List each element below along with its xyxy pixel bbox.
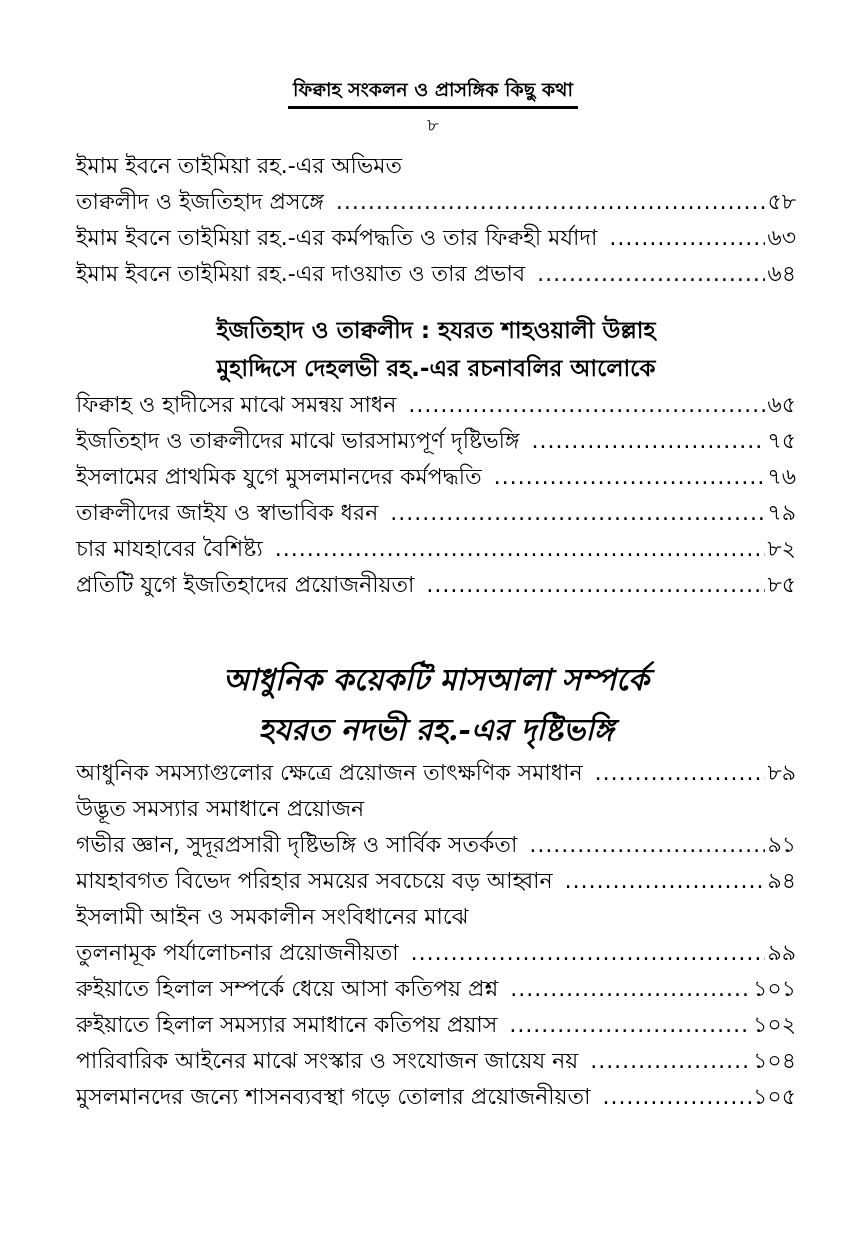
toc-entry-page: ১০৪	[753, 1049, 796, 1074]
toc-entry-title: প্রতিটি যুগে ইজতিহাদের প্রয়োজনীয়তা	[76, 573, 415, 598]
toc-entry[interactable]	[76, 828, 796, 864]
toc-entry[interactable]	[76, 388, 796, 424]
toc-entry[interactable]	[76, 864, 796, 900]
toc-entry[interactable]	[76, 1080, 796, 1116]
dot-leader	[529, 828, 765, 864]
toc-entry-page: ৫৮	[767, 190, 796, 215]
toc-entry-page: ৮৫	[767, 573, 796, 598]
page-number: ৮	[427, 115, 439, 136]
toc-entry-title: ইমাম ইবনে তাইমিয়া রহ.-এর কর্মপদ্ধতি ও তার ফিক্বহী মর্যাদা	[76, 226, 598, 251]
toc-entry-page: ১০১	[753, 977, 796, 1002]
toc-entry-title: আধুনিক সমস্যাগুলোর ক্ষেত্রে প্রয়োজন তাৎক্ষণিক সমাধান	[76, 761, 583, 786]
toc-entry-page: ৬৫	[767, 393, 796, 418]
toc-entry-page: ৯১	[767, 833, 796, 858]
dot-leader	[411, 936, 766, 972]
header-rule	[288, 106, 578, 109]
toc-entry[interactable]	[76, 257, 796, 293]
toc-entry-title: তুলনামূক পর্যালোচনার প্রয়োজনীয়তা	[76, 941, 399, 966]
section-title-line: হযরত নদভী রহ.-এর দৃষ্টিভঙ্গি	[258, 713, 614, 748]
dot-leader	[531, 424, 765, 460]
toc-entry[interactable]	[76, 936, 796, 972]
toc-entry-title: মাযহাবগত বিভেদ পরিহার সময়ের সবচেয়ে বড় আহ্বান	[76, 869, 553, 894]
toc-entry-title: পারিবারিক আইনের মাঝে সংস্কার ও সংযোজন জায়েয নয়	[76, 1049, 579, 1074]
toc-entry-title: মুসলমানদের জন্যে শাসনব্যবস্থা গড়ে তোলার প্রয়োজনীয়তা	[76, 1085, 591, 1110]
dot-leader	[408, 388, 765, 424]
toc-entry-page: ৭৬	[767, 465, 796, 490]
dot-leader	[426, 568, 765, 604]
toc-entry-title: ইসলামের প্রাথমিক যুগে মুসলমানদের কর্মপদ্ধতি	[76, 465, 482, 490]
dot-leader	[602, 1080, 751, 1116]
toc-group-ibn-taymiyya	[76, 149, 796, 293]
toc-entry-title: তাক্বলীদের জাইয ও স্বাভাবিক ধরন	[76, 501, 379, 526]
toc-entry[interactable]	[76, 1008, 796, 1044]
dot-leader	[609, 221, 765, 257]
toc-section-ijtihad	[76, 312, 796, 604]
toc-entry[interactable]	[76, 221, 796, 257]
section-title-line: ইজতিহাদ ও তাক্বলীদ : হযরত শাহওয়ালী উল্লাহ	[216, 318, 656, 344]
toc-entry-title: ফিক্বাহ ও হাদীসের মাঝে সমন্বয় সাধন	[76, 393, 397, 418]
dot-leader	[595, 756, 766, 792]
toc-entry-page: ৮২	[767, 537, 796, 562]
toc-section-nadwi	[76, 656, 796, 1116]
toc-entry[interactable]	[76, 756, 796, 792]
toc-entry-page: ৭৫	[767, 429, 796, 454]
dot-leader	[336, 185, 766, 221]
toc-entry[interactable]	[76, 460, 796, 496]
toc-entry-title: রুইয়াতে হিলাল সমস্যার সমাধানে কতিপয় প্রয়াস	[76, 1013, 498, 1038]
dot-leader	[509, 1008, 751, 1044]
toc-entry-title: ইমাম ইবনে তাইমিয়া রহ.-এর দাওয়াত ও তার প্রভাব	[76, 262, 526, 287]
dot-leader	[510, 972, 751, 1008]
toc-entry[interactable]	[76, 185, 796, 221]
toc-entry-title: ইজতিহাদ ও তাক্বলীদের মাঝে ভারসাম্যপূর্ণ দৃষ্টিভঙ্গি	[76, 429, 520, 454]
toc-entry-page: ৮৯	[767, 761, 796, 786]
toc-entry-page: ৬৪	[767, 262, 796, 287]
dot-leader	[590, 1044, 751, 1080]
toc-entry-page: ৬৩	[767, 226, 796, 251]
toc-intro-line: ইমাম ইবনে তাইমিয়া রহ.-এর অভিমত	[76, 154, 402, 179]
dot-leader	[390, 496, 765, 532]
toc-entry-page: ৭৯	[767, 501, 796, 526]
toc-entry-title: চার মাযহাবের বৈশিষ্ট্য	[76, 537, 263, 562]
section-title-line: আধুনিক কয়েকটি মাসআলা সম্পর্কে	[222, 663, 650, 698]
toc-intro-line: উদ্ভূত সমস্যার সমাধানে প্রয়োজন	[76, 797, 365, 822]
running-title: ফিক্বাহ সংকলন ও প্রাসঙ্গিক কিছু কথা	[293, 79, 573, 101]
toc-entry-page: ১০৫	[753, 1085, 796, 1110]
toc-entry-page: ৯৯	[767, 941, 796, 966]
toc-entry[interactable]	[76, 972, 796, 1008]
toc-entry[interactable]	[76, 1044, 796, 1080]
section-title-line: মুহাদ্দিসে দেহলভী রহ.-এর রচনাবলির আলোকে	[216, 356, 656, 382]
dot-leader	[275, 532, 766, 568]
dot-leader	[537, 257, 765, 293]
dot-leader	[565, 864, 766, 900]
toc-entry-page: ১০২	[753, 1013, 796, 1038]
toc-entry-title: তাক্বলীদ ও ইজতিহাদ প্রসঙ্গে	[76, 190, 324, 215]
toc-entry[interactable]	[76, 568, 796, 604]
dot-leader	[494, 460, 766, 496]
toc-intro-line: ইসলামী আইন ও সমকালীন সংবিধানের মাঝে	[76, 905, 469, 930]
toc-entry-page: ৯৪	[767, 869, 796, 894]
toc-entry[interactable]	[76, 532, 796, 568]
toc-entry[interactable]	[76, 424, 796, 460]
toc-entry-title: রুইয়াতে হিলাল সম্পর্কে ধেয়ে আসা কতিপয় প্রশ্ন	[76, 977, 499, 1002]
toc-entry[interactable]	[76, 496, 796, 532]
toc-entry-title: গভীর জ্ঞান, সুদূরপ্রসারী দৃষ্টিভঙ্গি ও সার্বিক সতর্কতা	[76, 833, 518, 858]
